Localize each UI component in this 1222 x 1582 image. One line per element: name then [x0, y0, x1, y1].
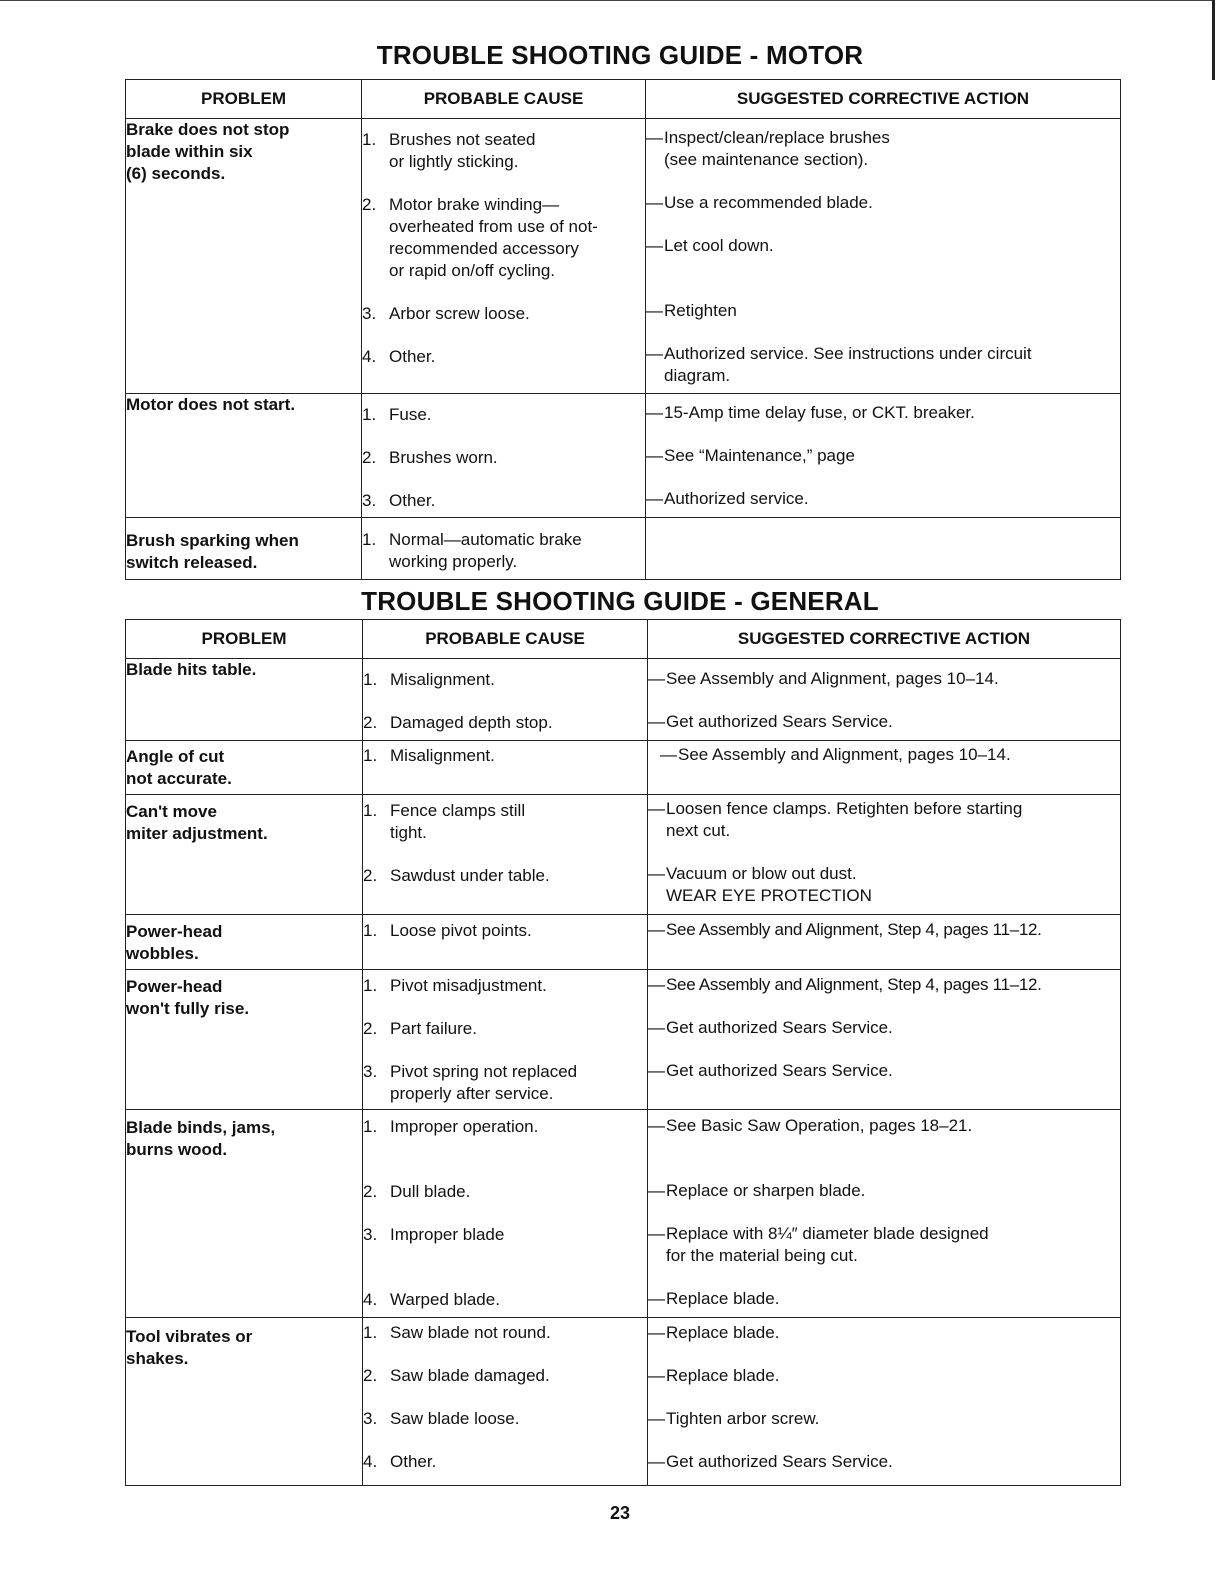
- cause-item: [363, 745, 647, 767]
- cause-number: 1.: [363, 1117, 378, 1136]
- table-row: [126, 119, 1121, 394]
- problem-cell: [126, 970, 363, 1110]
- cause-number: 3.: [363, 1062, 378, 1081]
- dash-marker: —: [648, 1018, 665, 1037]
- header-problem: PROBLEM: [126, 80, 362, 119]
- cause-text: Brushes not seated: [389, 130, 536, 149]
- action-item: [648, 1322, 1120, 1344]
- action-item: [648, 1288, 1120, 1310]
- cause-item: [363, 1322, 647, 1344]
- cause-text: working properly.: [389, 552, 518, 571]
- table-row: [126, 394, 1121, 518]
- cause-item: [362, 490, 645, 512]
- table-row: [126, 915, 1121, 970]
- cause-item: [363, 669, 647, 691]
- cause-text: Improper operation.: [390, 1117, 539, 1136]
- action-item: [648, 1115, 1120, 1137]
- cause-number: 2.: [363, 866, 378, 885]
- action-item: [648, 1223, 1120, 1267]
- action-item: [648, 711, 1120, 733]
- cause-text: or rapid on/off cycling.: [389, 261, 555, 280]
- cause-text: Other.: [390, 1452, 437, 1471]
- problem-line: (6) seconds.: [126, 164, 226, 183]
- dash-marker: —: [648, 1409, 665, 1428]
- cause-text: Pivot misadjustment.: [390, 976, 547, 995]
- cause-number: 1.: [363, 801, 378, 820]
- cause-number: 3.: [362, 491, 377, 510]
- problem-cell: [126, 659, 363, 741]
- action-text: See “Maintenance,” page: [664, 446, 855, 465]
- table-row: [126, 741, 1121, 795]
- dash-marker: —: [648, 1224, 665, 1243]
- header-row: [126, 620, 1121, 659]
- header-problem: PROBLEM: [126, 620, 363, 659]
- cause-item: [362, 529, 645, 573]
- problem-line: burns wood.: [126, 1140, 228, 1159]
- cause-item: [363, 800, 647, 844]
- table-row: [126, 795, 1121, 915]
- action-text: Retighten: [664, 301, 737, 320]
- cause-text: Normal—automatic brake: [389, 530, 582, 549]
- table-row: [126, 659, 1121, 741]
- table-row: [126, 970, 1121, 1110]
- page-edge-top: [0, 0, 1214, 1]
- action-item: [646, 192, 1120, 214]
- cause-number: 2.: [362, 448, 377, 467]
- action-item: [648, 919, 1120, 941]
- dash-marker: —: [646, 446, 663, 465]
- cause-cell: [363, 970, 648, 1110]
- problem-cell: [126, 1318, 363, 1486]
- cause-number: 1.: [362, 405, 377, 424]
- action-text: See Assembly and Alignment, pages 10–14.: [666, 669, 999, 688]
- problem-cell: [126, 518, 362, 580]
- cause-cell: [362, 394, 646, 518]
- action-item: [648, 798, 1120, 842]
- action-text: Get authorized Sears Service.: [666, 1061, 893, 1080]
- cause-text: Improper blade: [390, 1225, 505, 1244]
- problem-line: Power-head: [126, 922, 223, 941]
- action-text: See Basic Saw Operation, pages 18–21.: [666, 1116, 973, 1135]
- action-item: [646, 343, 1120, 387]
- cause-item: [363, 975, 647, 997]
- problem-line: won't fully rise.: [126, 999, 250, 1018]
- cause-number: 1.: [362, 530, 377, 549]
- cause-cell: [363, 1318, 648, 1486]
- header-action: SUGGESTED CORRECTIVE ACTION: [648, 620, 1121, 659]
- cause-number: 2.: [363, 713, 378, 732]
- dash-marker: —: [648, 975, 665, 994]
- cause-item: [363, 1408, 647, 1430]
- dash-marker: —: [646, 193, 663, 212]
- cause-text: overheated from use of not-: [389, 217, 598, 236]
- dash-marker: —: [648, 669, 665, 688]
- problem-line: not accurate.: [126, 769, 232, 788]
- action-item: [646, 235, 1120, 257]
- table-row: [126, 518, 1121, 580]
- cause-item: [363, 920, 647, 942]
- action-item: [648, 863, 1120, 907]
- action-cell: [648, 915, 1121, 970]
- problem-line: Brake does not stop: [126, 120, 290, 139]
- header-cause: PROBABLE CAUSE: [363, 620, 648, 659]
- problem-line: Motor does not start.: [126, 395, 296, 414]
- action-text: Authorized service.: [664, 489, 809, 508]
- cause-text: Other.: [389, 491, 436, 510]
- header-cause: PROBABLE CAUSE: [362, 80, 646, 119]
- dash-marker: —: [648, 1323, 665, 1342]
- cause-item: [363, 1116, 647, 1138]
- cause-item: [363, 1224, 647, 1246]
- cause-item: [362, 346, 645, 368]
- cause-cell: [363, 741, 648, 795]
- cause-text: Damaged depth stop.: [390, 713, 553, 732]
- problem-line: Blade hits table.: [126, 660, 257, 679]
- action-text: Inspect/clean/replace brushes: [664, 128, 890, 147]
- dash-marker: —: [648, 920, 665, 939]
- action-text: See Assembly and Alignment, pages 10–14.: [678, 745, 1011, 764]
- cause-cell: [363, 795, 648, 915]
- problem-line: switch released.: [126, 553, 258, 572]
- dash-marker: —: [648, 1061, 665, 1080]
- page-number: 23: [609, 1503, 631, 1523]
- action-cell: [646, 394, 1121, 518]
- dash-marker: —: [646, 301, 663, 320]
- cause-item: [362, 447, 645, 469]
- dash-marker: —: [646, 236, 663, 255]
- action-item: [648, 1408, 1120, 1430]
- cause-text: Sawdust under table.: [390, 866, 550, 885]
- cause-item: [363, 1018, 647, 1040]
- cause-number: 3.: [363, 1225, 378, 1244]
- problem-cell: [126, 915, 363, 970]
- cause-text: Fence clamps still: [390, 801, 526, 820]
- action-text: See Assembly and Alignment, Step 4, pages 11–12.: [666, 975, 1042, 994]
- action-item: [648, 1365, 1120, 1387]
- dash-marker: —: [660, 745, 677, 764]
- action-cell: [646, 119, 1121, 394]
- action-text: Get authorized Sears Service.: [666, 1452, 893, 1471]
- cause-cell: [363, 915, 648, 970]
- problem-cell: [126, 1110, 363, 1318]
- action-cell: [648, 659, 1121, 741]
- problem-cell: [126, 119, 362, 394]
- cause-cell: [362, 119, 646, 394]
- cause-text: Misalignment.: [390, 746, 495, 765]
- cause-item: [363, 1451, 647, 1473]
- cause-number: 4.: [362, 347, 377, 366]
- cause-text: Other.: [389, 347, 436, 366]
- action-item: [646, 402, 1120, 424]
- action-cell: [648, 1318, 1121, 1486]
- action-text: for the material being cut.: [666, 1246, 858, 1265]
- problem-line: Blade binds, jams,: [126, 1118, 276, 1137]
- problem-cell: [126, 795, 363, 915]
- cause-number: 1.: [363, 746, 378, 765]
- cause-text: Dull blade.: [390, 1182, 471, 1201]
- title-motor: TROUBLE SHOOTING GUIDE - MOTOR: [376, 40, 864, 70]
- action-text: Replace or sharpen blade.: [666, 1181, 866, 1200]
- action-item: [646, 300, 1120, 322]
- cause-text: Misalignment.: [390, 670, 495, 689]
- cause-item: [363, 1061, 647, 1105]
- cause-item: [362, 303, 645, 325]
- action-text: diagram.: [664, 366, 731, 385]
- action-item: [648, 974, 1120, 996]
- table-row: [126, 1110, 1121, 1318]
- action-item: [648, 1017, 1120, 1039]
- dash-marker: —: [648, 1366, 665, 1385]
- action-text: Vacuum or blow out dust.: [666, 864, 857, 883]
- dash-marker: —: [646, 344, 663, 363]
- action-cell: [648, 741, 1121, 795]
- problem-cell: [126, 394, 362, 518]
- cause-item: [363, 1181, 647, 1203]
- cause-item: [363, 1289, 647, 1311]
- dash-marker: —: [648, 712, 665, 731]
- action-text: 15-Amp time delay fuse, or CKT. breaker.: [664, 403, 975, 422]
- cause-text: recommended accessory: [389, 239, 579, 258]
- action-cell: [648, 970, 1121, 1110]
- cause-cell: [363, 659, 648, 741]
- action-item: [648, 1180, 1120, 1202]
- action-cell: [646, 518, 1121, 580]
- cause-text: Saw blade loose.: [390, 1409, 520, 1428]
- cause-number: 3.: [363, 1409, 378, 1428]
- cause-text: or lightly sticking.: [389, 152, 519, 171]
- cause-text: Saw blade damaged.: [390, 1366, 550, 1385]
- cause-text: Warped blade.: [390, 1290, 500, 1309]
- cause-number: 1.: [362, 130, 377, 149]
- dash-marker: —: [648, 1116, 665, 1135]
- cause-number: 4.: [363, 1452, 378, 1471]
- problem-line: wobbles.: [126, 944, 199, 963]
- cause-item: [362, 404, 645, 426]
- cause-number: 1.: [363, 670, 378, 689]
- cause-number: 2.: [363, 1019, 378, 1038]
- dash-marker: —: [648, 1452, 665, 1471]
- cause-text: properly after service.: [390, 1084, 554, 1103]
- cause-number: 4.: [363, 1290, 378, 1309]
- problem-line: Brush sparking when: [126, 531, 299, 550]
- table-row: [126, 1318, 1121, 1486]
- cause-text: Brushes worn.: [389, 448, 498, 467]
- dash-marker: —: [646, 403, 663, 422]
- action-item: [646, 445, 1120, 467]
- problem-line: miter adjustment.: [126, 824, 268, 843]
- cause-text: Loose pivot points.: [390, 921, 532, 940]
- action-text: WEAR EYE PROTECTION: [666, 886, 872, 905]
- action-text: Let cool down.: [664, 236, 774, 255]
- action-text: Replace blade.: [666, 1366, 780, 1385]
- cause-item: [362, 129, 645, 173]
- header-row: [126, 80, 1121, 119]
- action-item: [648, 1451, 1120, 1473]
- action-cell: [648, 1110, 1121, 1318]
- cause-number: 1.: [363, 921, 378, 940]
- cause-item: [363, 865, 647, 887]
- cause-number: 3.: [362, 304, 377, 323]
- dash-marker: —: [648, 799, 665, 818]
- header-action: SUGGESTED CORRECTIVE ACTION: [646, 80, 1121, 119]
- problem-line: Tool vibrates or: [126, 1327, 253, 1346]
- action-text: Authorized service. See instructions under circuit: [664, 344, 1032, 363]
- action-text: Loosen fence clamps. Retighten before starting: [666, 799, 1023, 818]
- dash-marker: —: [648, 864, 665, 883]
- cause-text: Arbor screw loose.: [389, 304, 530, 323]
- cause-text: Motor brake winding—: [389, 195, 560, 214]
- action-text: Replace blade.: [666, 1289, 780, 1308]
- action-item: [646, 127, 1120, 171]
- dash-marker: —: [646, 128, 663, 147]
- cause-cell: [362, 518, 646, 580]
- action-text: Replace blade.: [666, 1323, 780, 1342]
- cause-text: Part failure.: [390, 1019, 477, 1038]
- dash-marker: —: [646, 489, 663, 508]
- cause-number: 2.: [362, 195, 377, 214]
- cause-text: Saw blade not round.: [390, 1323, 551, 1342]
- action-text: See Assembly and Alignment, Step 4, pages 11–12.: [666, 920, 1042, 939]
- action-item: [648, 668, 1120, 690]
- cause-number: 1.: [363, 1323, 378, 1342]
- cause-number: 2.: [363, 1366, 378, 1385]
- action-text: Replace with 8¼″ diameter blade designed: [666, 1224, 989, 1243]
- action-text: next cut.: [666, 821, 731, 840]
- action-item: [648, 744, 1120, 766]
- cause-cell: [363, 1110, 648, 1318]
- problem-line: Angle of cut: [126, 747, 225, 766]
- cause-item: [362, 194, 645, 282]
- action-text: Use a recommended blade.: [664, 193, 873, 212]
- problem-line: Can't move: [126, 802, 217, 821]
- table-general: [125, 619, 1121, 1486]
- table-motor: [125, 79, 1121, 580]
- cause-text: Fuse.: [389, 405, 432, 424]
- action-text: Get authorized Sears Service.: [666, 712, 893, 731]
- action-text: (see maintenance section).: [664, 150, 869, 169]
- action-cell: [648, 795, 1121, 915]
- cause-text: Pivot spring not replaced: [390, 1062, 578, 1081]
- cause-text: tight.: [390, 823, 427, 842]
- cause-item: [363, 712, 647, 734]
- action-text: Get authorized Sears Service.: [666, 1018, 893, 1037]
- action-item: [648, 1060, 1120, 1082]
- dash-marker: —: [648, 1181, 665, 1200]
- dash-marker: —: [648, 1289, 665, 1308]
- problem-line: Power-head: [126, 977, 223, 996]
- cause-number: 2.: [363, 1182, 378, 1201]
- problem-line: blade within six: [126, 142, 253, 161]
- title-general: TROUBLE SHOOTING GUIDE - GENERAL: [361, 586, 879, 616]
- problem-cell: [126, 741, 363, 795]
- cause-item: [363, 1365, 647, 1387]
- action-item: [646, 488, 1120, 510]
- cause-number: 1.: [363, 976, 378, 995]
- problem-line: shakes.: [126, 1349, 189, 1368]
- action-text: Tighten arbor screw.: [666, 1409, 820, 1428]
